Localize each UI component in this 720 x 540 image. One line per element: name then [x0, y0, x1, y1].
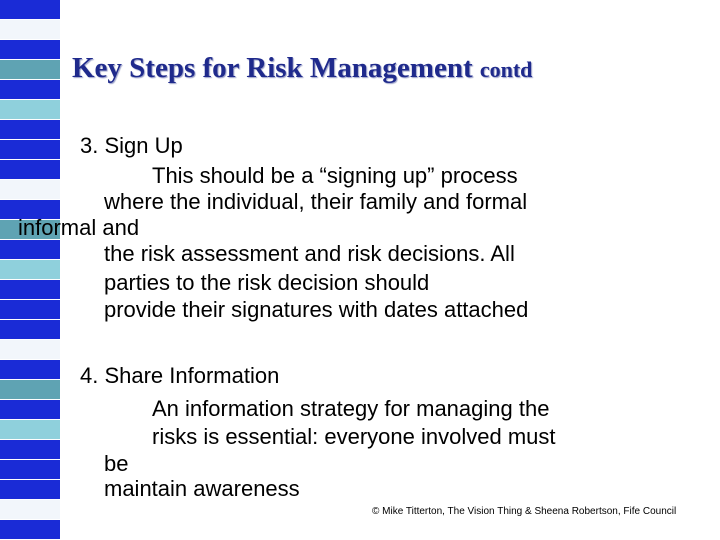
stripe-block — [0, 80, 60, 100]
stripe-block — [0, 60, 60, 80]
copyright-footer: © Mike Titterton, The Vision Thing & Sheena Robertson, Fife Council — [372, 506, 677, 517]
section-3-line-5: parties to the risk decision should — [104, 270, 430, 295]
stripe-block — [0, 160, 60, 180]
section-3-line-3: informal and — [18, 215, 140, 240]
title-suffix: contd — [479, 57, 533, 82]
section-3-line-4: the risk assessment and risk decisions. All — [104, 241, 515, 266]
section-3-line-2: where the individual, their family and formal — [104, 189, 528, 214]
slide-title — [72, 52, 532, 85]
stripe-block — [0, 180, 60, 200]
stripe-block — [0, 0, 60, 20]
stripe-block — [0, 120, 60, 140]
stripe-block — [0, 260, 60, 280]
stripe-block — [0, 440, 60, 460]
stripe-block — [0, 40, 60, 60]
stripe-block — [0, 20, 60, 40]
stripe-block — [0, 500, 60, 520]
stripe-block — [0, 280, 60, 300]
stripe-block — [0, 480, 60, 500]
stripe-block — [0, 140, 60, 160]
stripe-block — [0, 420, 60, 440]
section-4-heading: 4. Share Information — [80, 363, 280, 388]
section-4-line-4: maintain awareness — [104, 476, 300, 501]
stripe-block — [0, 100, 60, 120]
title-main: Key Steps for Risk Management — [72, 52, 473, 84]
left-decorative-stripe — [0, 0, 60, 540]
stripe-block — [0, 320, 60, 340]
section-3-heading: 3. Sign Up — [80, 133, 183, 158]
section-3-line-6: provide their signatures with dates attached — [104, 297, 529, 322]
section-4-line-1: An information strategy for managing the — [152, 396, 550, 421]
stripe-block — [0, 400, 60, 420]
stripe-block — [0, 360, 60, 380]
section-4-line-2: risks is essential: everyone involved must — [152, 424, 556, 449]
stripe-block — [0, 520, 60, 540]
stripe-block — [0, 300, 60, 320]
stripe-block — [0, 240, 60, 260]
section-3-line-1: This should be a “signing up” process — [152, 163, 518, 188]
section-4-line-3: be — [104, 451, 129, 476]
stripe-block — [0, 340, 60, 360]
stripe-block — [0, 380, 60, 400]
stripe-block — [0, 460, 60, 480]
